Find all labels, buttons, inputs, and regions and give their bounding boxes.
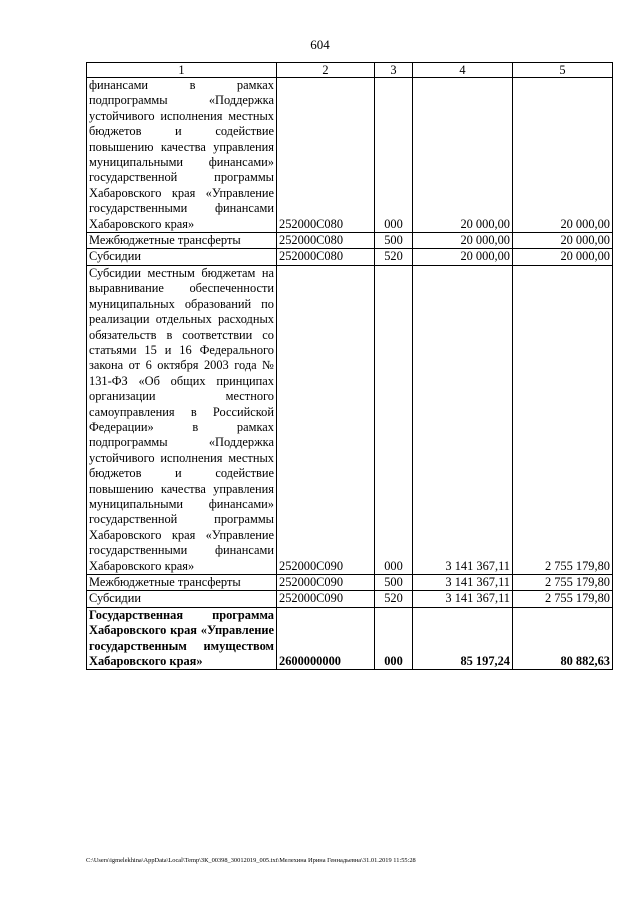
row-target-code-cell: 252000С080 xyxy=(277,233,375,249)
row-expense-type-cell: 000 xyxy=(375,78,413,233)
row-sum-year-1-cell: 20 000,00 xyxy=(413,78,513,233)
row-sum-year-2-cell: 2 755 179,80 xyxy=(513,265,613,574)
row-expense-type-cell: 000 xyxy=(375,607,413,670)
row-expense-type-cell: 520 xyxy=(375,249,413,265)
row-name-cell: финансами в рамках подпрограммы «Поддержка устойчивого исполнения местных бюджетов и содействие повышению качества управления муниципальными финансами» государственной программы Хабаровского края «Управление государственными финансами Хабаровского края» xyxy=(87,78,277,233)
table-header-row xyxy=(87,63,613,78)
row-name-cell: Субсидии местным бюджетам на выравнивание обеспеченности муниципальных образований по реализации отдельных расходных обязательств в соответствии со статьями 15 и 16 Федерального закона от 6 октября 2003 года № 131-ФЗ «Об общих принципах организации местного самоуправления в Российской Федерации» в рамках подпрограммы «Поддержка устойчивого исполнения местных бюджетов и содействие повышению качества управления муниципальными финансами» государственной программы Хабаровского края «Управление государственными финансами Хабаровского края» xyxy=(87,265,277,574)
table-row-program-total xyxy=(87,607,613,670)
column-header-expense-type: 3 xyxy=(375,63,413,78)
row-target-code-cell: 2600000000 xyxy=(277,607,375,670)
row-name-cell: Субсидии xyxy=(87,591,277,607)
table-row xyxy=(87,591,613,607)
page-number: 604 xyxy=(310,37,330,52)
row-sum-year-2-cell: 20 000,00 xyxy=(513,249,613,265)
table-row xyxy=(87,265,613,574)
row-sum-year-2-cell: 2 755 179,80 xyxy=(513,591,613,607)
row-sum-year-2-cell: 20 000,00 xyxy=(513,78,613,233)
row-target-code-cell: 252000С090 xyxy=(277,265,375,574)
row-sum-year-1-cell: 20 000,00 xyxy=(413,249,513,265)
row-sum-year-1-cell: 3 141 367,11 xyxy=(413,575,513,591)
row-expense-type-cell: 500 xyxy=(375,233,413,249)
row-target-code-cell: 252000С080 xyxy=(277,249,375,265)
row-sum-year-1-cell: 3 141 367,11 xyxy=(413,591,513,607)
row-expense-type-cell: 000 xyxy=(375,265,413,574)
row-sum-year-2-cell: 80 882,63 xyxy=(513,607,613,670)
row-name-cell: Межбюджетные трансферты xyxy=(87,233,277,249)
document-footer-path: C:\Users\igmelekhina\AppData\Local\Temp\ЗК_00398_30012019_005.txt\Мелехина Ирина Геннадьевна\31.01.2019 11:55:28 xyxy=(86,857,416,864)
row-sum-year-1-cell: 85 197,24 xyxy=(413,607,513,670)
table-row xyxy=(87,78,613,233)
column-header-name: 1 xyxy=(87,63,277,78)
row-expense-type-cell: 520 xyxy=(375,591,413,607)
row-target-code-cell: 252000С090 xyxy=(277,591,375,607)
budget-table xyxy=(86,62,613,670)
row-target-code-cell: 252000С080 xyxy=(277,78,375,233)
row-sum-year-1-cell: 3 141 367,11 xyxy=(413,265,513,574)
table-row xyxy=(87,233,613,249)
table-row xyxy=(87,249,613,265)
row-name-cell: Государственная программа Хабаровского края «Управление государственным имуществом Хабаровского края» xyxy=(87,607,277,670)
row-sum-year-2-cell: 2 755 179,80 xyxy=(513,575,613,591)
row-sum-year-2-cell: 20 000,00 xyxy=(513,233,613,249)
column-header-sum-year-2: 5 xyxy=(513,63,613,78)
row-name-cell: Субсидии xyxy=(87,249,277,265)
row-target-code-cell: 252000С090 xyxy=(277,575,375,591)
row-name-cell: Межбюджетные трансферты xyxy=(87,575,277,591)
column-header-sum-year-1: 4 xyxy=(413,63,513,78)
table-row xyxy=(87,575,613,591)
column-header-target-code: 2 xyxy=(277,63,375,78)
row-expense-type-cell: 500 xyxy=(375,575,413,591)
row-sum-year-1-cell: 20 000,00 xyxy=(413,233,513,249)
